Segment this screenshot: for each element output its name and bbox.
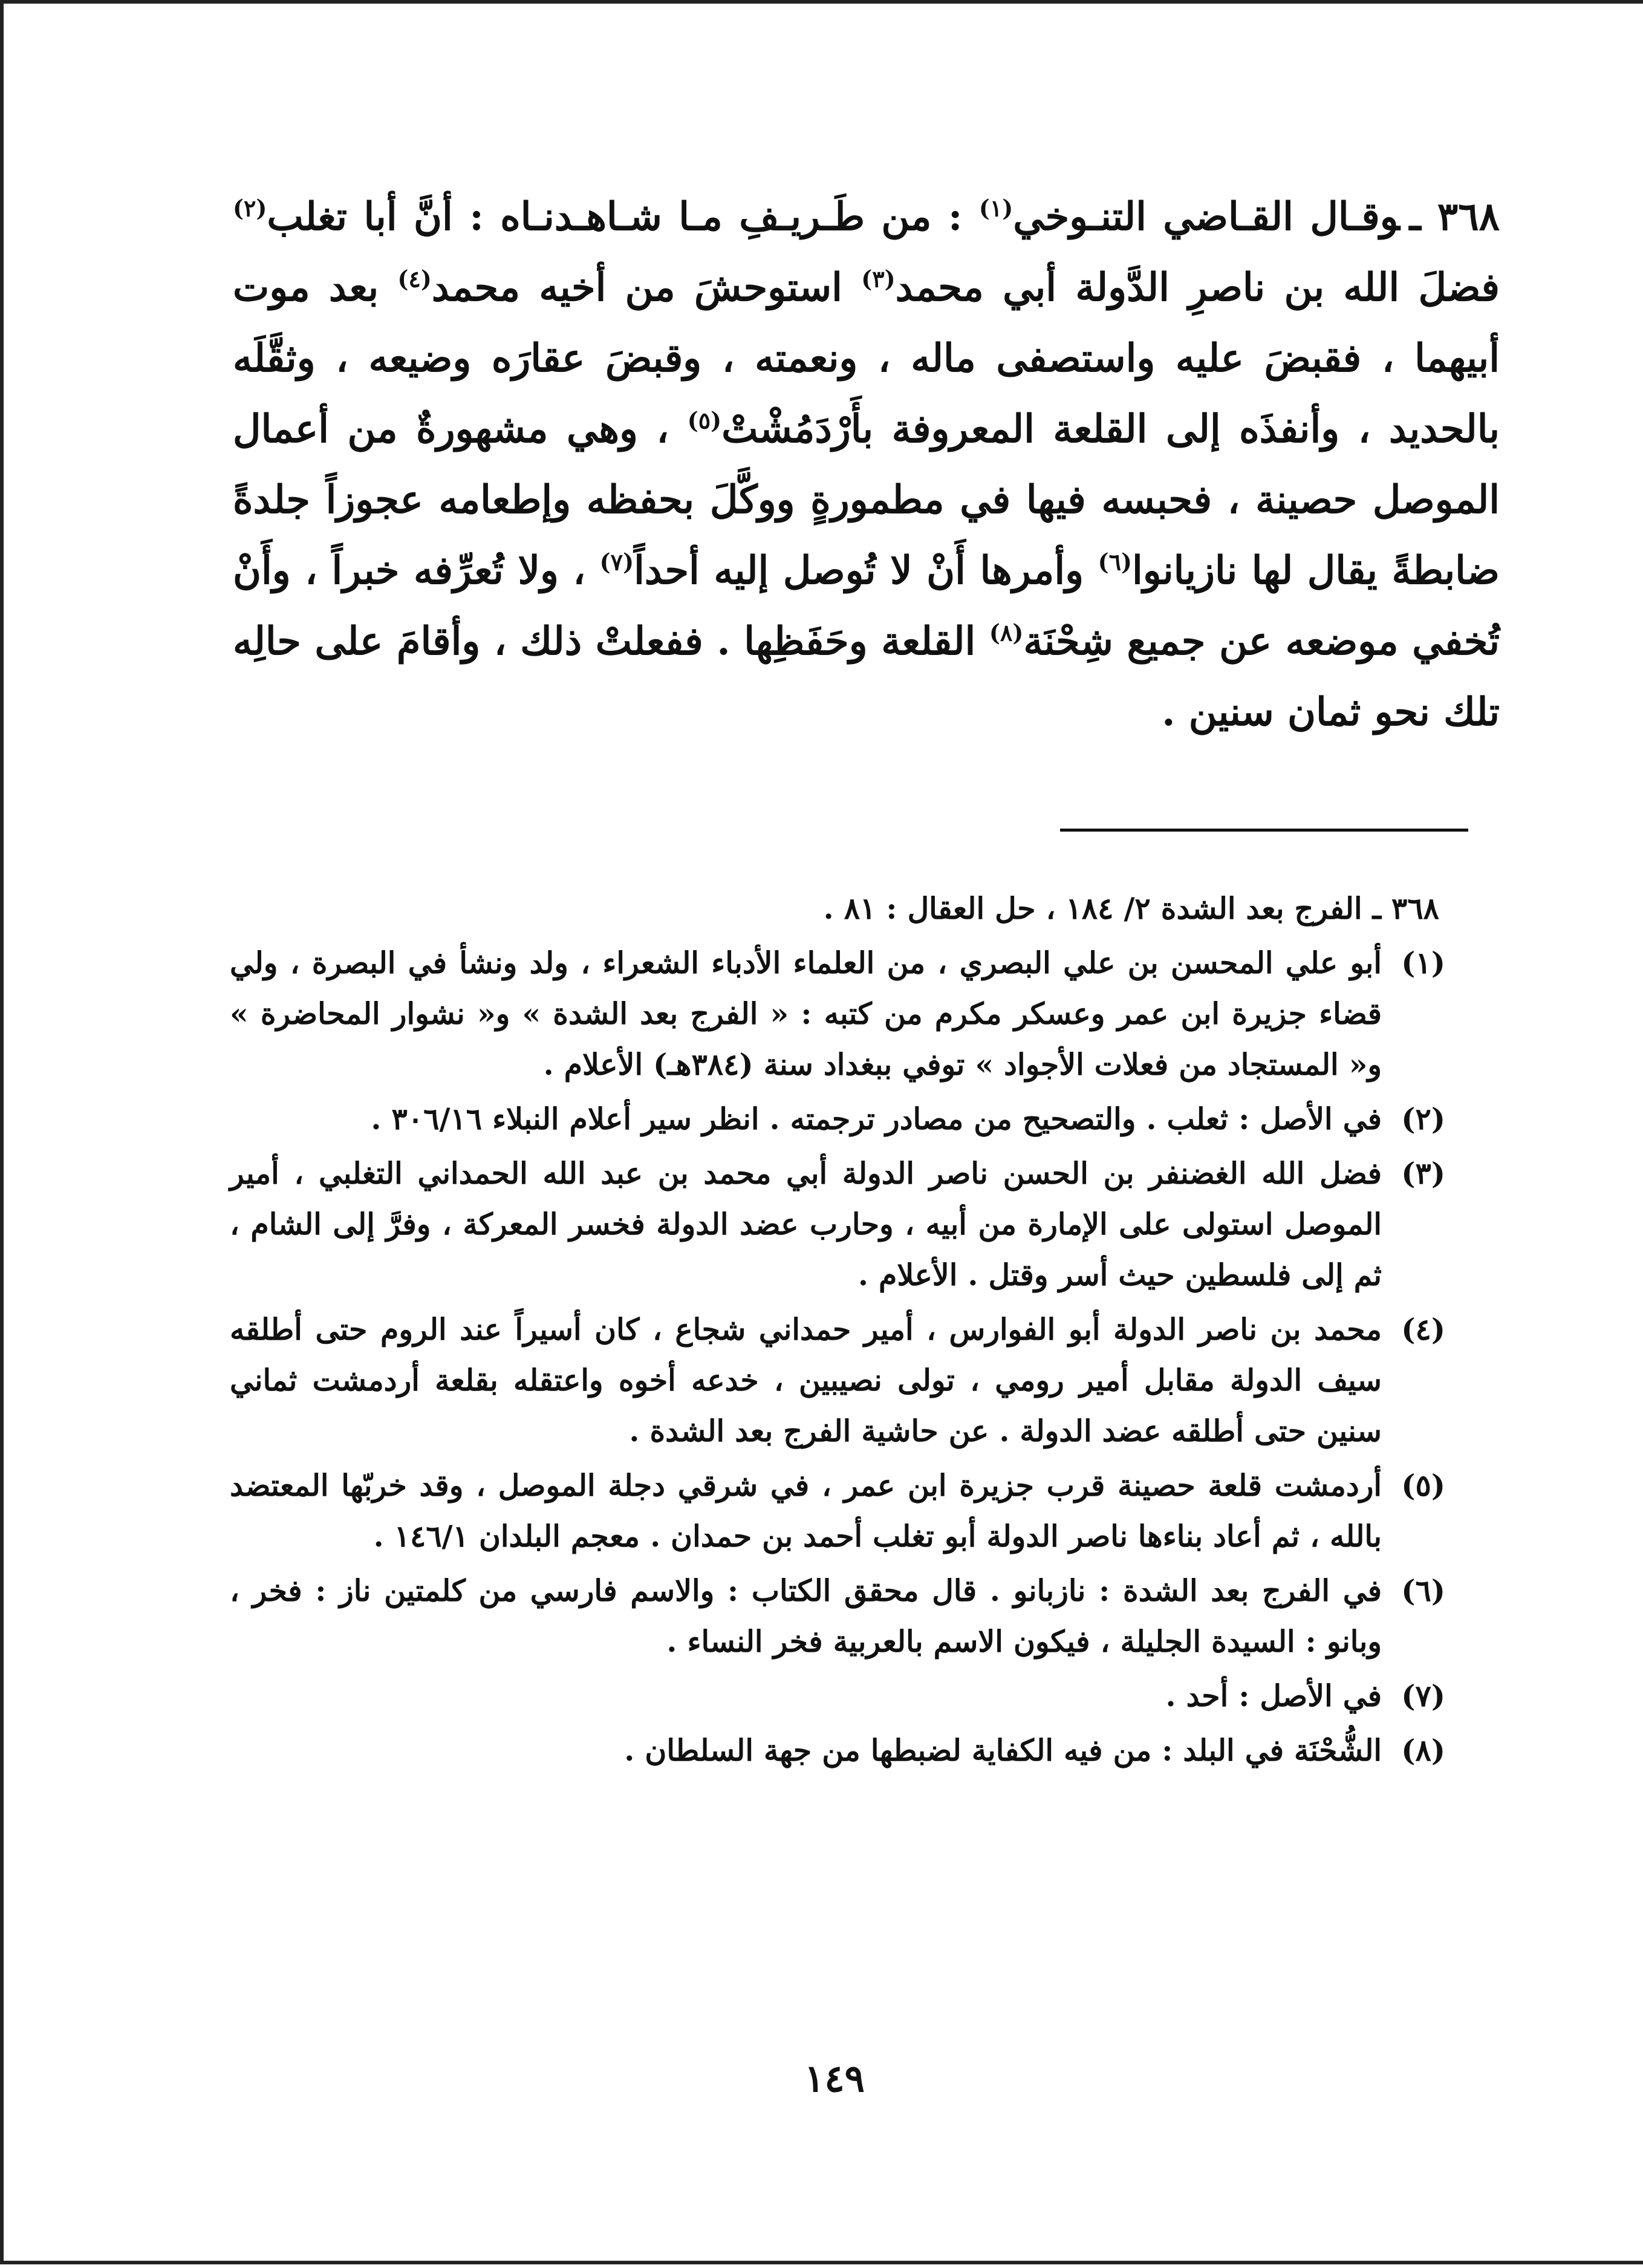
footnote-text: الشُّحْنَة في البلد : من فيه الكفاية لضبطها من جهة السلطان . [624,1733,1382,1768]
footnote-text: في الفرج بعد الشدة : نازبانو . قال محقق الكتاب : والاسم فارسي من كلمتين ناز : فخر ، وبانو : السيدة الجليلة ، فيكون الاسم بالعربية فخر النساء . [230,1573,1382,1659]
text-segment: القلعة وحَفَظِها . ففعلتْ ذلك ، وأقامَ على حالِه تلك نحو ثمان سنين . [233,619,1500,735]
footnote-ref: (٥) [687,406,722,434]
footnote [230,1725,1445,1776]
footnote-text: أبو علي المحسن بن علي البصري ، من العلماء الأدباء الشعراء ، ولد ونشأ في البصرة ، ولي قضاء جزيرة ابن عمر وعسكر مكرم من كتبه : « الفرج بعد الشدة » و« نشوار المحاضرة » و« المستجاد من فعلات الأجواد » توفي ببغداد سنة (٣٨٤هـ) الأعلام . [230,945,1382,1082]
text-segment: وقـال القـاضي التنـوخي [1013,194,1400,240]
footnote-text: في الأصل : أحد . [1165,1678,1382,1713]
footnote-number: (٣) [1401,1156,1445,1191]
text-segment: : من طَـريـفِ مـا شـاهـدنـاه : أنَّ أبا تغلب [267,194,979,240]
footnote-number: (١) [1401,945,1445,980]
footnote-text: فضل الله الغضنفر بن الحسن ناصر الدولة أبي محمد بن عبد الله الحمداني التغلبي ، أمير الموصل استولى على الإمارة من أبيه ، وحارب عضد الدولة فخسر المعركة ، وفرَّ إلى الشام ، ثم إلى فلسطين حيث أسر وقتل . الأعلام . [230,1156,1382,1292]
page-top-border [0,0,1643,4]
footnote-ref: (١) [978,194,1013,222]
footnote-ref: (٦) [1098,548,1132,576]
footnote [230,937,1445,1090]
footnote [230,1670,1445,1721]
footnote-text: في الأصل : ثعلب . والتصحيح من مصادر ترجمته . انظر سير أعلام النبلاء ٣٠٦/١٦ . [371,1101,1382,1136]
entry-number: ٣٦٨ ـ [1409,194,1500,240]
footnote-separator [1060,829,1468,832]
page-number: ١٤٩ [804,2056,865,2100]
footnote-ref: (٨) [989,619,1024,647]
footnote-number: (٧) [1401,1678,1445,1713]
footnote-number: (٥) [1401,1468,1445,1503]
footnote [230,1093,1445,1144]
text-segment: ، ولا تُعرِّفه خبراً ، وأَنْ تُخفي موضعه عن جميع شِحْنَة [233,548,1500,664]
main-paragraph [233,181,1500,748]
footnote-text: أردمشت قلعة حصينة قرب جزيرة ابن عمر ، في شرقي دجلة الموصل ، وقد خربّها المعتضد بالله ، ثم أعاد بناءها ناصر الدولة أبو تغلب أحمد بن حمدان . معجم البلدان ١٤٦/١ . [230,1468,1382,1554]
text-segment: فضلَ الله بن ناصرِ الدَّولة أبي محمد [895,265,1500,310]
page-bottom-border [0,2261,1643,2264]
footnote-ref: (٤) [397,265,432,293]
footnote-ref: (٣) [861,265,896,293]
footnote-number: (٨) [1401,1733,1445,1768]
footnote-number: (٢) [1401,1101,1445,1136]
footnote-text: محمد بن ناصر الدولة أبو الفوارس ، أمير حمداني شجاع ، كان أسيراً عند الروم حتى أطلقه سيف الدولة مقابل أمير رومي ، تولى نصيبين ، خدعه أخوه واعتقله بقلعة أردمشت ثماني سنين حتى أطلقه عضد الدولة . عن حاشية الفرج بعد الشدة . [230,1312,1382,1448]
text-segment: ، وهي مشهورةٌ من أعمال الموصل حصينة ، فحبسه فيها في مطمورةٍ ووكَّلَ بحفظه وإطعامه عجوزاً جلدةً ضابطةً يقال لها نازيانوا [233,406,1500,593]
footnote-number: (٤) [1401,1312,1445,1347]
page-left-border [0,0,4,2264]
text-segment: وأمرها أَنْ لا تُوصل إليه أحداً [634,548,1098,593]
text-segment: استوحشَ من أخيه محمد [431,265,862,310]
footnote [230,1460,1445,1562]
footnotes-section [230,883,1445,1776]
footnote-ref: (٧) [599,548,634,576]
footnote-ref: (٢) [233,194,267,222]
footnote [230,1565,1445,1667]
source-reference: ٣٦٨ ـ الفرج بعد الشدة ٢/ ١٨٤ ، حل العقال : ٨١ . [823,891,1439,926]
footnote-number: (٦) [1401,1573,1445,1608]
footnote [230,1304,1445,1456]
text-segment: بعد موت أبيهما ، فقبضَ عليه واستصفى ماله ، ونعمته ، وقبضَ عقارَه وضيعه ، وثقَّلَه بالحديد ، وأنفذَه إلى القلعة المعروفة بأَرْدَمُشْتْ [233,265,1500,452]
footnote [230,1148,1445,1300]
